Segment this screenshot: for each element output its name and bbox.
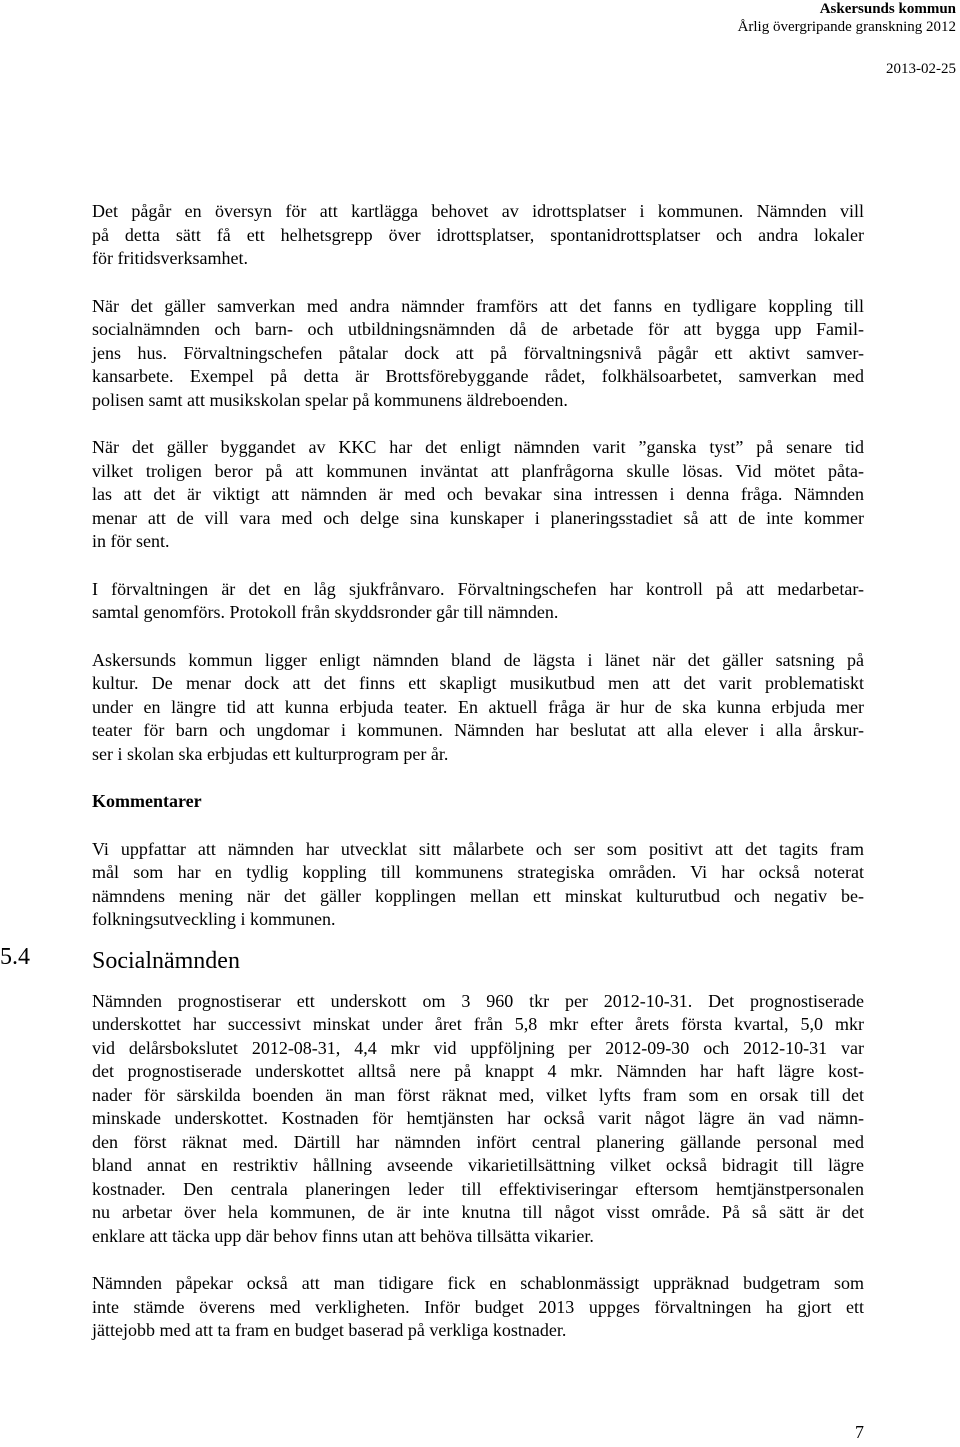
text-line: samtal genomförs. Protokoll från skyddsronder går till nämnden.: [92, 602, 559, 622]
section-title: Socialnämnden: [92, 947, 240, 974]
text-line: mål som har en tydlig koppling till kommunens strategiska områden. Vi har också noterat: [92, 862, 864, 882]
text-line: det prognostiserade underskottet alltså nere på knappt 4 mkr. Nämnden har haft lägre kost-: [92, 1061, 864, 1081]
paragraph-idrottsplatser: [92, 200, 864, 271]
text-line: nader för särskilda boenden än man först räknat med, vilket lyfts fram som en orsak till det: [92, 1084, 864, 1105]
page-number: 7: [855, 1422, 864, 1442]
header-date: 2013-02-25: [886, 61, 956, 77]
section-number: 5.4: [0, 943, 30, 970]
text-line: menar att de vill vara med och delge sina kunskaper i planeringsstadiet så att de inte kommer: [92, 507, 864, 528]
header-subtitle: Årlig övergripande granskning 2012: [737, 19, 956, 35]
paragraph-kkc: [92, 436, 864, 554]
document-body: [0, 200, 864, 1343]
paragraph-sjukfranvaro: [92, 578, 864, 625]
text-line: ser i skolan ska erbjudas ett kulturprogram per år.: [92, 743, 449, 764]
text-line: När det gäller byggandet av KKC har det enligt nämnden varit ”ganska tyst” på senare tid: [92, 437, 864, 457]
text-line: nu arbetar över hela kommunen, de är inte knutna till något visst område. På så sätt är det: [92, 1202, 864, 1222]
text-line: Det pågår en översyn för att kartlägga behovet av idrottsplatser i kommunen. Nämnden vill: [92, 201, 864, 221]
text-line: polisen samt att musikskolan spelar på kommunens äldreboenden.: [92, 389, 568, 410]
text-line: under en längre tid att kunna erbjuda teater. En aktuell fråga är hur de ska kunna erbjuda mer: [92, 696, 864, 717]
text-line: Vi uppfattar att nämnden har utvecklat sitt målarbete och ser som positivt att det tagits fram: [92, 838, 864, 859]
text-line: underskottet har successivt minskat under året från 5,8 mkr efter årets första kvartal, 5,0 mkr: [92, 1014, 864, 1034]
text-line: inte stämde överens med verkligheten. Inför budget 2013 uppges förvaltningen ha gjort ett: [92, 1296, 864, 1317]
text-line: vilket troligen beror på att kommunen inväntat att planfrågorna skulle lösas. Vid mötet påta-: [92, 460, 864, 481]
text-line: för fritidsverksamhet.: [92, 248, 248, 268]
paragraph-comments: [92, 838, 864, 932]
text-line: jens hus. Förvaltningschefen påtalar dock att på förvaltningsnivå pågår ett aktivt samver-: [92, 342, 864, 363]
text-line: I förvaltningen är det en låg sjukfrånvaro. Förvaltningschefen har kontroll på att medarbetar-: [92, 578, 864, 599]
text-line: socialnämnden och barn- och utbildningsnämnden då de arbetade för att bygga upp Famil-: [92, 319, 864, 339]
text-line: teater för barn och ungdomar i kommunen. Nämnden har beslutat att alla elever i alla årskur-: [92, 720, 864, 740]
text-line: kansarbete. Exempel på detta är Brottsförebyggande rådet, folkhälsoarbetet, samverkan med: [92, 366, 864, 386]
text-line: jättejobb med att ta fram en budget baserad på verkliga kostnader.: [92, 1320, 567, 1340]
paragraph-prognos: [92, 990, 864, 1249]
text-line: Nämnden prognostiserar ett underskott om 3 960 tkr per 2012-10-31. Det prognostiserade: [92, 990, 864, 1011]
paragraph-budgetram: [92, 1272, 864, 1343]
text-line: Askersunds kommun ligger enligt nämnden bland de lägsta i länet när det gäller satsning på: [92, 649, 864, 670]
text-line: vid delårsbokslutet 2012-08-31, 4,4 mkr vid uppföljning per 2012-09-30 och 2012-10-31 var: [92, 1037, 864, 1058]
page-header: [738, 0, 956, 78]
text-line: in för sent.: [92, 531, 170, 551]
text-line: den först räknat med. Därtill har nämnden infört central planering gällande personal med: [92, 1131, 864, 1152]
section-heading: [0, 943, 864, 976]
paragraph-kultur: [92, 649, 864, 767]
text-line: las att det är viktigt att nämnden är med och bevakar sina intressen i denna fråga. Nämnden: [92, 484, 864, 504]
header-organization: Askersunds kommun: [819, 1, 956, 17]
paragraph-samverkan: [92, 295, 864, 413]
text-line: kultur. De menar dock att det finns ett skapligt musikutbud men att det varit problematiskt: [92, 673, 864, 693]
text-line: minskade underskottet. Kostnaden för hemtjänsten har också varit något lägre än vad nämn-: [92, 1108, 864, 1128]
text-line: på detta sätt få ett helhetsgrepp över idrottsplatser, spontanidrottsplatser och andra lokaler: [92, 224, 864, 245]
text-line: Nämnden påpekar också att man tidigare fick en schablonmässigt uppräknad budgetram som: [92, 1273, 864, 1293]
text-line: kostnader. Den centrala planeringen leder till effektiviseringar eftersom hemtjänstpersonalen: [92, 1178, 864, 1199]
text-line: enklare att täcka upp där behov finns utan att behöva tillsätta vikarier.: [92, 1225, 594, 1246]
text-line: nämndens mening när det gäller kopplingen mellan ett minskat kulturutbud och negativ be-: [92, 885, 864, 906]
text-line: bland annat en restriktiv hållning avseende vikarietillsättning vilket också bidragit till lägre: [92, 1155, 864, 1175]
text-line: folkningsutveckling i kommunen.: [92, 909, 336, 929]
text-line: När det gäller samverkan med andra nämnder framförs att det fanns en tydligare koppling till: [92, 295, 864, 316]
comments-heading: Kommentarer: [92, 791, 202, 811]
